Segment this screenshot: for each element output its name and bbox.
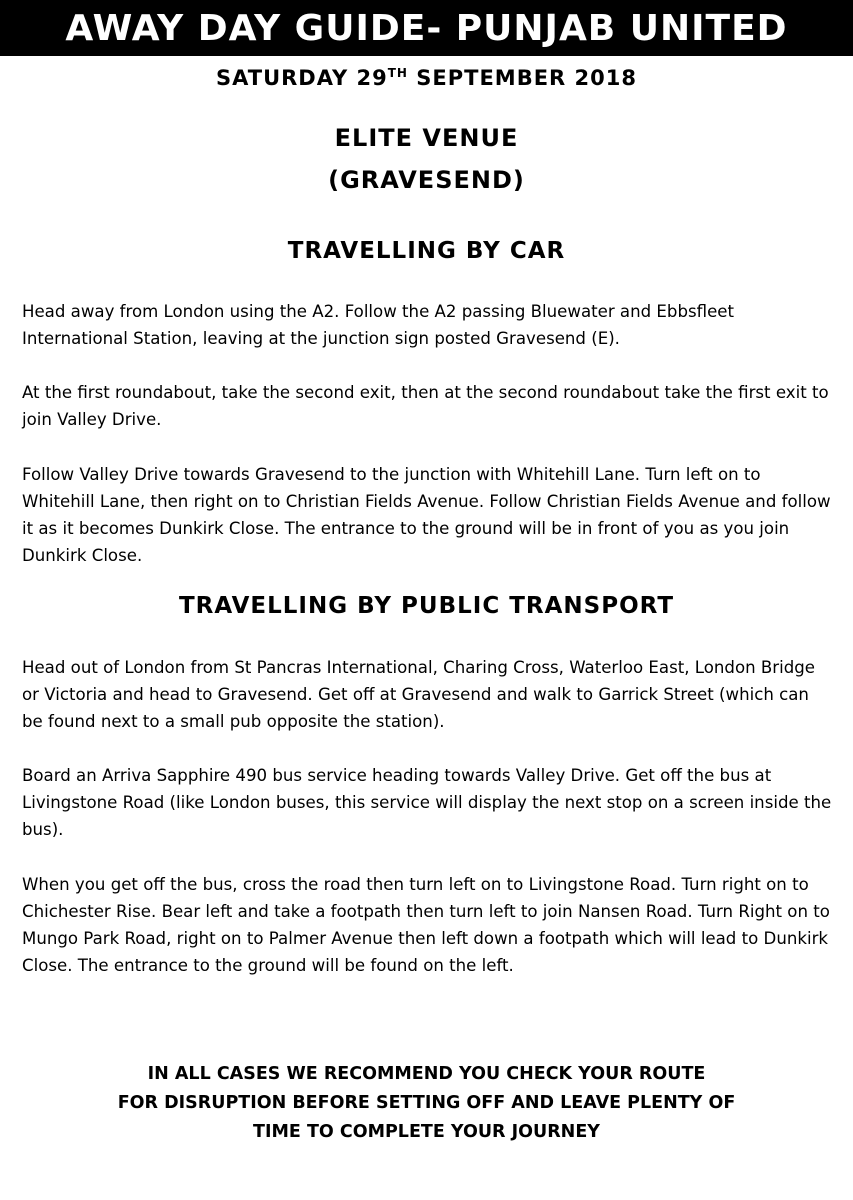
- date-rest: SEPTEMBER 2018: [407, 66, 637, 90]
- closing-advice: [0, 1060, 853, 1147]
- car-paragraph-3: Follow Valley Drive towards Gravesend to the junction with Whitehill Lane. Turn left on to Whitehill Lane, then right on to Christian Fields Avenue. Follow Christian Fields Avenue and follow it as it becomes Dunkirk Close. The entrance to the ground will be in front of you as you join Dunkirk Close.: [22, 465, 831, 565]
- date-day: SATURDAY 29: [216, 66, 388, 90]
- page-title: AWAY DAY GUIDE- PUNJAB UNITED: [65, 7, 788, 49]
- venue-location: (GRAVESEND): [328, 166, 525, 194]
- car-paragraph-1: Head away from London using the A2. Follow the A2 passing Bluewater and Ebbsfleet International Station, leaving at the junction sign posted Gravesend (E).: [22, 302, 734, 348]
- closing-line-1: IN ALL CASES WE RECOMMEND YOU CHECK YOUR ROUTE: [147, 1064, 706, 1084]
- closing-line-2: FOR DISRUPTION BEFORE SETTING OFF AND LEAVE PLENTY OF: [117, 1093, 736, 1113]
- car-paragraph-2: At the first roundabout, take the second exit, then at the second roundabout take the first exit to join Valley Drive.: [22, 383, 829, 429]
- date-suffix: TH: [387, 66, 408, 80]
- closing-line-3: TIME TO COMPLETE YOUR JOURNEY: [253, 1122, 600, 1142]
- match-date: [0, 66, 853, 90]
- venue-name: ELITE VENUE: [334, 124, 519, 152]
- car-heading: TRAVELLING BY CAR: [287, 238, 566, 264]
- header-banner: [0, 0, 853, 56]
- transport-paragraph-1: Head out of London from St Pancras International, Charing Cross, Waterloo East, London Bridge or Victoria and head to Gravesend. Get off at Gravesend and walk to Garrick Street (which can be found next to a small pub opposite the station).: [22, 658, 815, 731]
- public-transport-heading: TRAVELLING BY PUBLIC TRANSPORT: [178, 593, 675, 619]
- transport-paragraph-2: Board an Arriva Sapphire 490 bus service heading towards Valley Drive. Get off the bus at Livingstone Road (like London buses, this service will display the next stop on a screen inside the bus).: [22, 766, 832, 839]
- transport-paragraph-3: When you get off the bus, cross the road then turn left on to Livingstone Road. Turn right on to Chichester Rise. Bear left and take a footpath then turn left to join Nansen Road. Turn Right on to Mungo Park Road, right on to Palmer Avenue then left down a footpath which will lead to Dunkirk Close. The entrance to the ground will be found on the left.: [22, 875, 830, 975]
